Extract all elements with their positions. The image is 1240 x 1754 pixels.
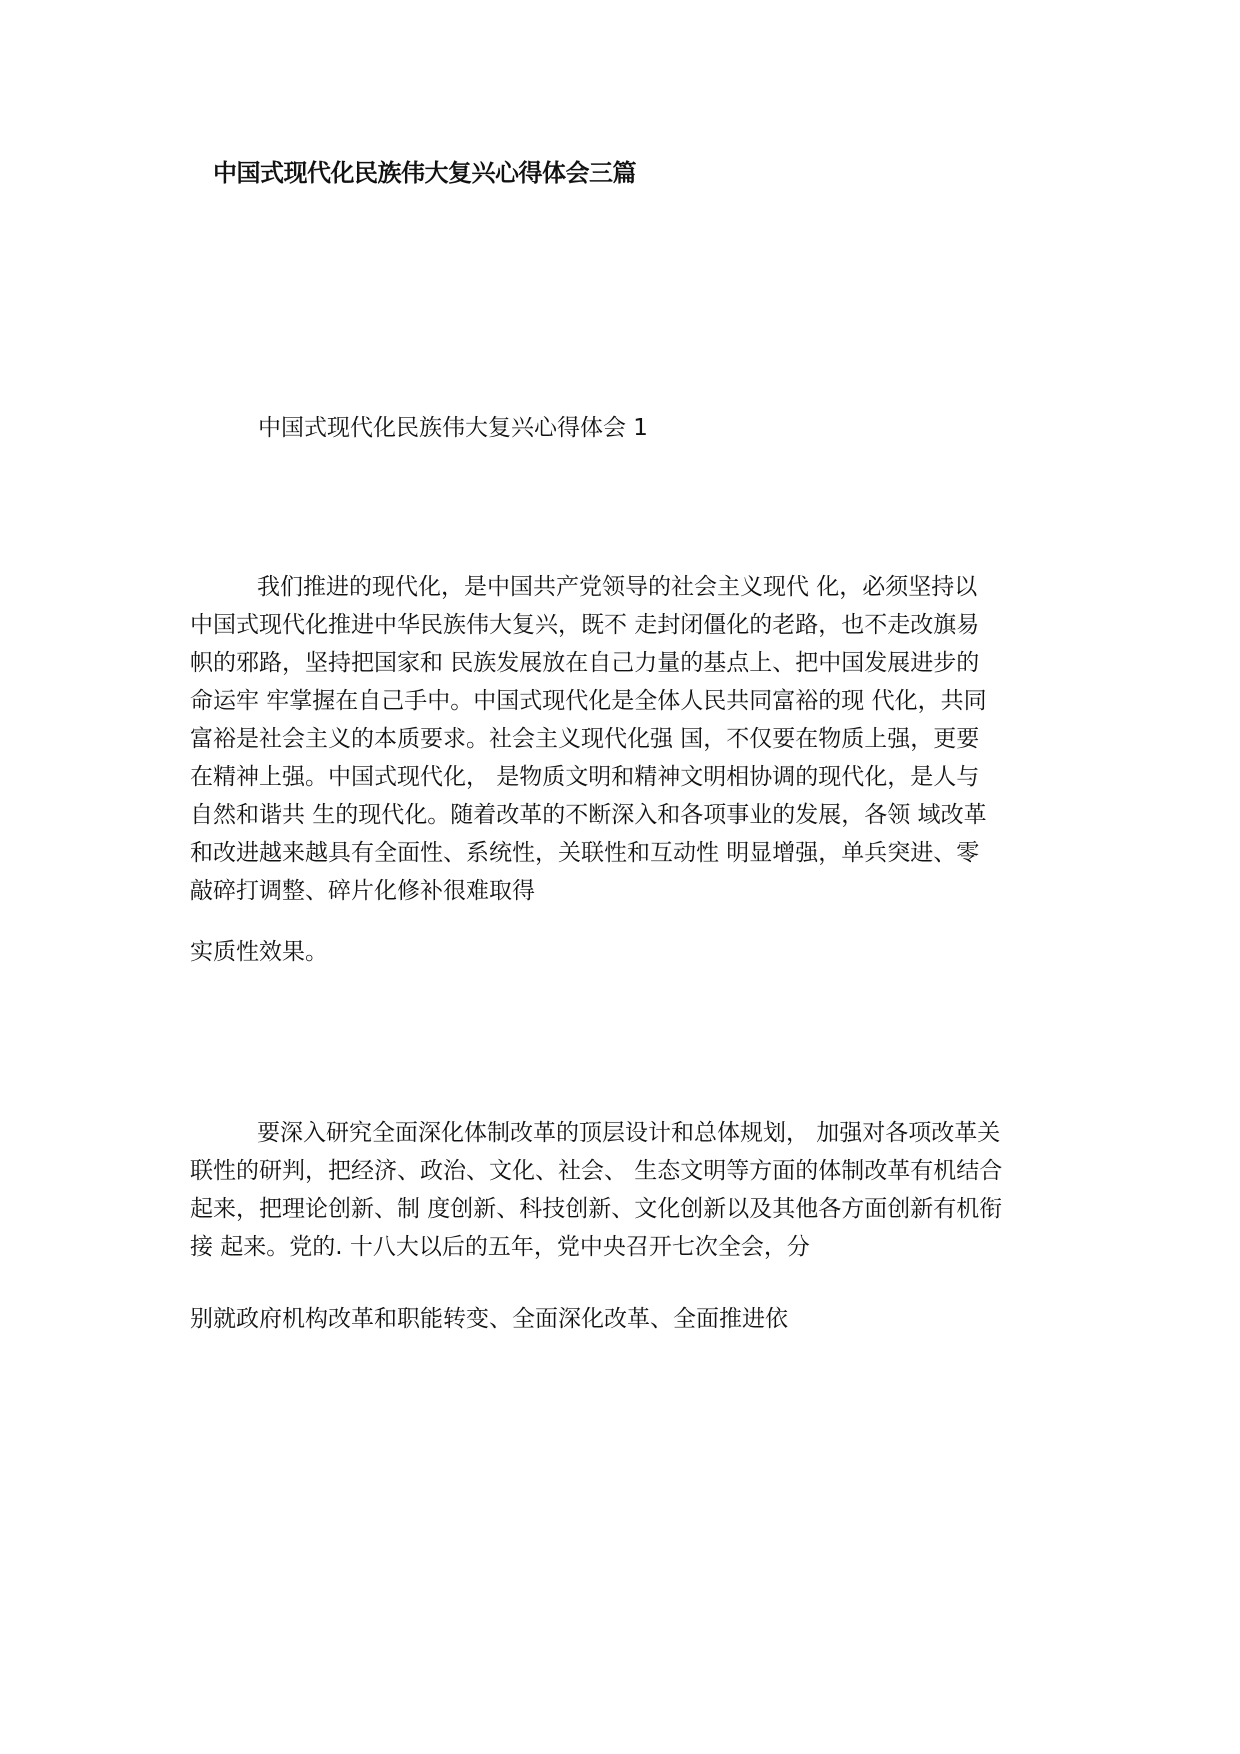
paragraph-line: 在精神上强。中国式现代化， 是物质文明和精神文明相协调的现代化，是人与 xyxy=(190,764,980,790)
paragraph-line: 别就政府机构改革和职能转变、全面深化改革、全面推进依 xyxy=(190,1306,788,1332)
paragraph-line: 实质性效果。 xyxy=(190,939,328,965)
paragraph-1 xyxy=(190,568,987,910)
paragraph-line: 富裕是社会主义的本质要求。社会主义现代化强 国，不仅要在物质上强，更要 xyxy=(190,726,980,752)
paragraph-2 xyxy=(190,1114,1002,1266)
paragraph-line: 中国式现代化推进中华民族伟大复兴，既不 走封闭僵化的老路，也不走改旗易 xyxy=(190,612,980,638)
paragraph-line: 要深入研究全面深化体制改革的顶层设计和总体规划， 加强对各项改革关 xyxy=(257,1120,1001,1146)
paragraph-line: 敲碎打调整、碎片化修补很难取得 xyxy=(190,878,535,904)
paragraph-line: 联性的研判，把经济、政治、文化、社会、 生态文明等方面的体制改革有机结合 xyxy=(190,1158,1003,1184)
paragraph-line: 和改进越来越具有全面性、系统性，关联性和互动性 明显增强，单兵突进、零 xyxy=(190,840,980,866)
paragraph-line: 自然和谐共 生的现代化。随着改革的不断深入和各项事业的发展，各领 域改革 xyxy=(190,802,987,828)
paragraph-1-tail xyxy=(190,933,328,971)
paragraph-line: 我们推进的现代化，是中国共产党领导的社会主义现代 化，必须坚持以 xyxy=(257,574,978,600)
paragraph-line: 命运牢 牢掌握在自己手中。中国式现代化是全体人民共同富裕的现 代化，共同 xyxy=(190,688,987,714)
paragraph-2-tail xyxy=(190,1300,788,1338)
paragraph-line: 帜的邪路，坚持把国家和 民族发展放在自己力量的基点上、把中国发展进步的 xyxy=(190,650,980,676)
document-title: 中国式现代化民族伟大复兴心得体会三篇 xyxy=(213,159,636,187)
section-heading: 中国式现代化民族伟大复兴心得体会 1 xyxy=(258,415,648,441)
paragraph-line: 起来，把理论创新、制 度创新、科技创新、文化创新以及其他各方面创新有机衔 xyxy=(190,1196,1003,1222)
paragraph-line: 接 起来。党的. 十八大以后的五年，党中央召开七次全会，分 xyxy=(190,1234,810,1260)
